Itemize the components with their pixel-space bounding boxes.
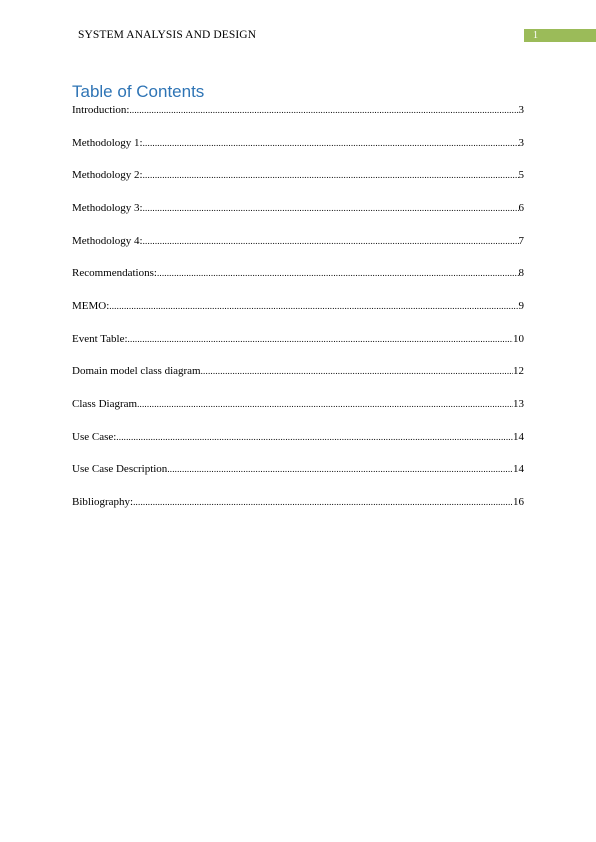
toc-entry-methodology-2[interactable] xyxy=(72,169,524,182)
page-number-badge: 1 xyxy=(524,29,596,42)
toc-entry-label: Use Case: xyxy=(72,430,117,443)
toc-entry-page: 7 xyxy=(518,234,524,247)
toc-leader-dots xyxy=(109,300,518,313)
toc-heading: Table of Contents xyxy=(72,82,205,101)
toc-entry-page: 16 xyxy=(513,495,524,508)
toc-leader-dots xyxy=(137,398,513,411)
toc-entry-label: Methodology 3: xyxy=(72,201,143,214)
toc-entry-domain-model-class-diagram[interactable] xyxy=(72,365,524,378)
toc-entry-bibliography[interactable] xyxy=(72,496,524,509)
toc-leader-dots xyxy=(116,431,513,444)
toc-entry-use-case-description[interactable] xyxy=(72,463,524,476)
toc-entry-label: Class Diagram xyxy=(72,397,138,410)
toc-entry-label: Domain model class diagram xyxy=(72,365,201,378)
toc-entry-page: 14 xyxy=(513,463,524,476)
toc-entry-recommendations[interactable] xyxy=(72,267,524,280)
toc-entry-label: Methodology 2: xyxy=(72,169,143,182)
toc-entry-class-diagram[interactable] xyxy=(72,398,524,411)
toc-leader-dots xyxy=(128,333,513,346)
toc-leader-dots xyxy=(157,267,519,280)
toc-entry-page: 8 xyxy=(518,267,524,280)
toc-entry-methodology-3[interactable] xyxy=(72,202,524,215)
toc-leader-dots xyxy=(129,104,518,117)
toc-entry-label: Introduction: xyxy=(72,104,130,116)
toc-entry-label: Methodology 1: xyxy=(72,136,143,149)
toc-entry-page: 6 xyxy=(518,201,524,214)
toc-leader-dots xyxy=(143,235,519,248)
toc-leader-dots xyxy=(143,202,519,215)
running-header-title: SYSTEM ANALYSIS AND DESIGN xyxy=(78,29,257,41)
toc-entry-use-case[interactable] xyxy=(72,431,524,444)
toc-entry-page: 3 xyxy=(518,104,524,116)
toc-entry-page: 14 xyxy=(513,430,524,443)
toc-entry-page: 3 xyxy=(518,136,524,149)
toc-entry-page: 12 xyxy=(513,365,524,378)
toc-leader-dots xyxy=(167,463,513,476)
toc-entry-introduction[interactable] xyxy=(72,104,524,117)
toc-entry-label: Use Case Description xyxy=(72,463,168,476)
toc-entry-label: MEMO: xyxy=(72,299,110,312)
toc-entry-label: Event Table: xyxy=(72,332,128,345)
toc-leader-dots xyxy=(133,496,513,509)
toc-entry-methodology-4[interactable] xyxy=(72,235,524,248)
toc-leader-dots xyxy=(143,169,519,182)
toc-entry-page: 9 xyxy=(518,299,524,312)
toc-entry-event-table[interactable] xyxy=(72,333,524,346)
toc-entry-label: Methodology 4: xyxy=(72,234,143,247)
toc-entry-label: Bibliography: xyxy=(72,495,134,508)
toc-entry-methodology-1[interactable] xyxy=(72,137,524,150)
toc-entry-memo[interactable] xyxy=(72,300,524,313)
toc-entry-page: 13 xyxy=(513,397,524,410)
toc-entry-page: 5 xyxy=(518,169,524,182)
toc-entry-label: Recommendations: xyxy=(72,267,157,280)
toc-leader-dots xyxy=(143,137,519,150)
toc-leader-dots xyxy=(201,365,513,378)
toc-entry-page: 10 xyxy=(513,332,524,345)
table-of-contents xyxy=(72,104,524,529)
